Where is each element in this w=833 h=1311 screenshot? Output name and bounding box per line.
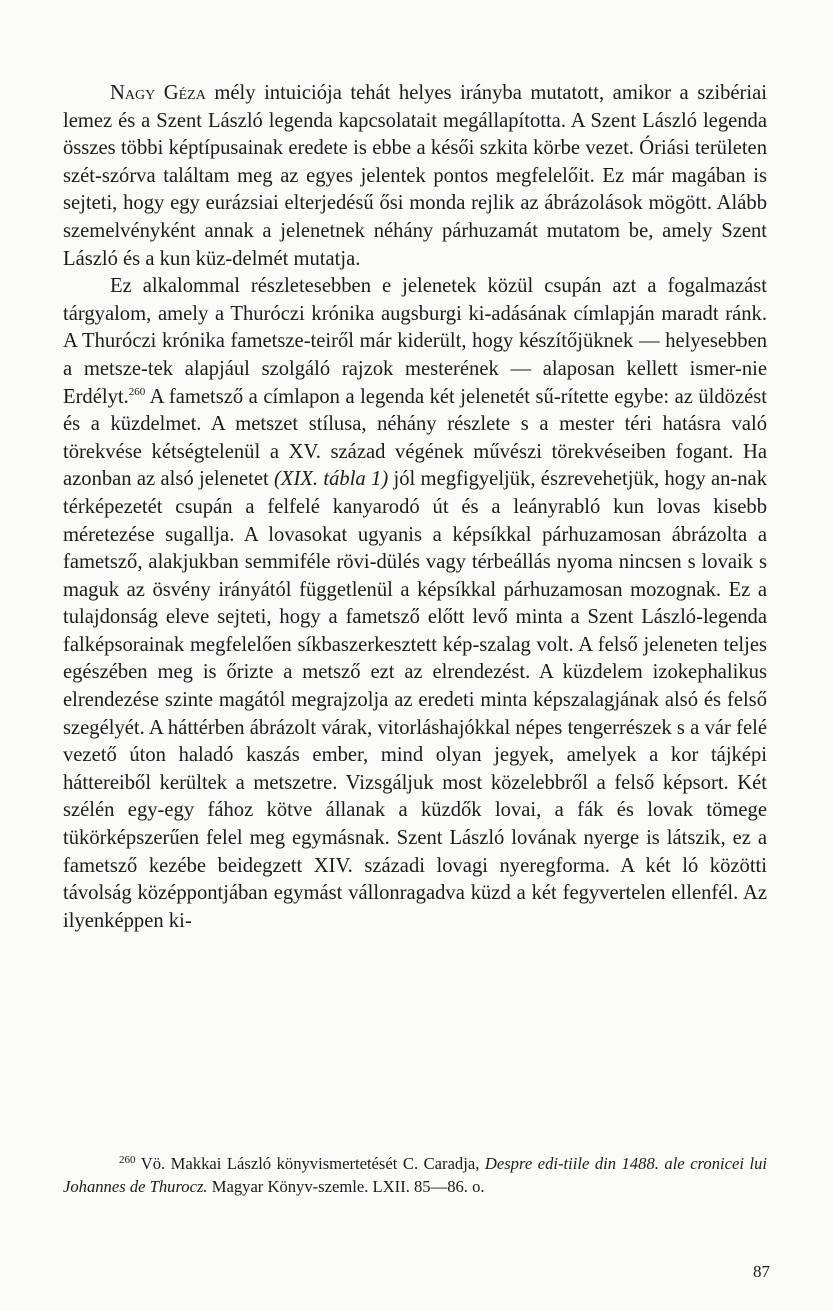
footnote-title: Despre edi-tiile din 1488. ale cronicei lui Johannes de Thurocz. <box>63 1154 767 1196</box>
paragraph-2 <box>63 273 767 935</box>
main-text <box>63 80 767 935</box>
footnote-number: 260 <box>119 1154 136 1166</box>
footnote-text-b: Magyar Könyv-szemle. LXII. 85—86. o. <box>207 1177 485 1196</box>
paragraph-1-text: mély intuiciója tehát helyes irányba mutatott, amikor a szibériai lemez és a Szent László legenda kapcsolatait megállapította. A Szent László legenda összes többi képtípusainak eredete is ebbe a késői szkita körbe vezet. Óriási területen szét-szórva találtam meg az egyes jelentek pontos megfelelőit. Ez már magában is sejteti, hogy egy eurázsiai elterjedésű ősi monda rejlik az ábrázolások mögött. Alább szemelvényként annak a jelenetnek néhány párhuzamát mutatom be, amely Szent László és a kun küz-delmét mutatja. <box>63 82 767 270</box>
paragraph-2-text-b: A fametsző a címlapon a legenda két jelenetét sű-rítette egybe: az üldözést és a küzdelmet. A metszet stílusa, néhány részlete s a mester téri hatásra való törekvése kétségtelenül a XV. század végének művészi törekvéseiben fogant. Ha azonban az alsó jelenetet <box>63 385 767 491</box>
footnote-reference: 260 <box>128 385 146 398</box>
author-name: Nagy Géza <box>110 82 206 104</box>
footnote <box>63 1152 767 1198</box>
page-number: 87 <box>753 1262 770 1281</box>
footnote-260 <box>63 1152 767 1198</box>
paragraph-1 <box>63 80 767 273</box>
plate-reference: (XIX. tábla 1) <box>274 468 389 491</box>
paragraph-2-text-c: jól megfigyeljük, észrevehetjük, hogy an-nak térképezetét csupán a felfelé kanyarodó út és a leányrabló kun lovas kisebb méretezése sugallja. A lovasokat ugyanis a képsíkkal párhuzamosan ábrázolta a fametsző, alakjukban semmiféle rövi-dülés vagy térbeállás nyoma nincsen s lovaik s maguk az ösvény irányától függetlenül a képsíkkal párhuzamosan mozognak. Ez a tulajdonság eleve sejteti, hogy a fametsző előtt levő minta a Szent László-legenda falképsorainak megfelelően síkbaszerkesztett kép-szalag volt. A felső jeleneten teljes egészében meg is őrizte a metsző ezt az elrendezést. A küzdelem izokephalikus elrendezése szinte magától megrajzolja az eredeti minta képszalagjának alsó és felső szegélyét. A háttérben ábrázolt várak, vitorláshajókkal népes tengerrészek s a vár felé vezető úton haladó kaszás ember, mind olyan jegyek, amelyek a kor tájképi háttereiből kerültek a metszetre. Vizsgáljuk most közelebbről a felső képsort. Két szélén egy-egy fához kötve állanak a küzdők lovai, a fák és lovak tömege tükörképszerűen felel meg egymásnak. Szent László lovának nyerge is látszik, ez a fametsző kezébe beidegzett XIV. századi lovagi nyeregforma. A két ló közötti távolság középpontjában egymást vállonragadva küzd a két fegyvertelen ellenfél. Az ilyenképpen ki- <box>63 468 767 932</box>
footnote-text-a: Vö. Makkai László könyvismertetését C. Caradja, <box>135 1154 485 1173</box>
paragraph-2-text-a: Ez alkalommal részletesebben e jelenetek közül csupán azt a fogalmazást tárgyalom, amely a Thuróczi krónika augsburgi ki-adásának címlapján maradt ránk. A Thuróczi krónika fametsze-teiről már kiderült, hogy készítőjüknek — helyesebben a metsze-tek alapjául szolgáló rajzok mesterének — alaposan kellett ismer-nie Erdélyt. <box>63 275 768 408</box>
